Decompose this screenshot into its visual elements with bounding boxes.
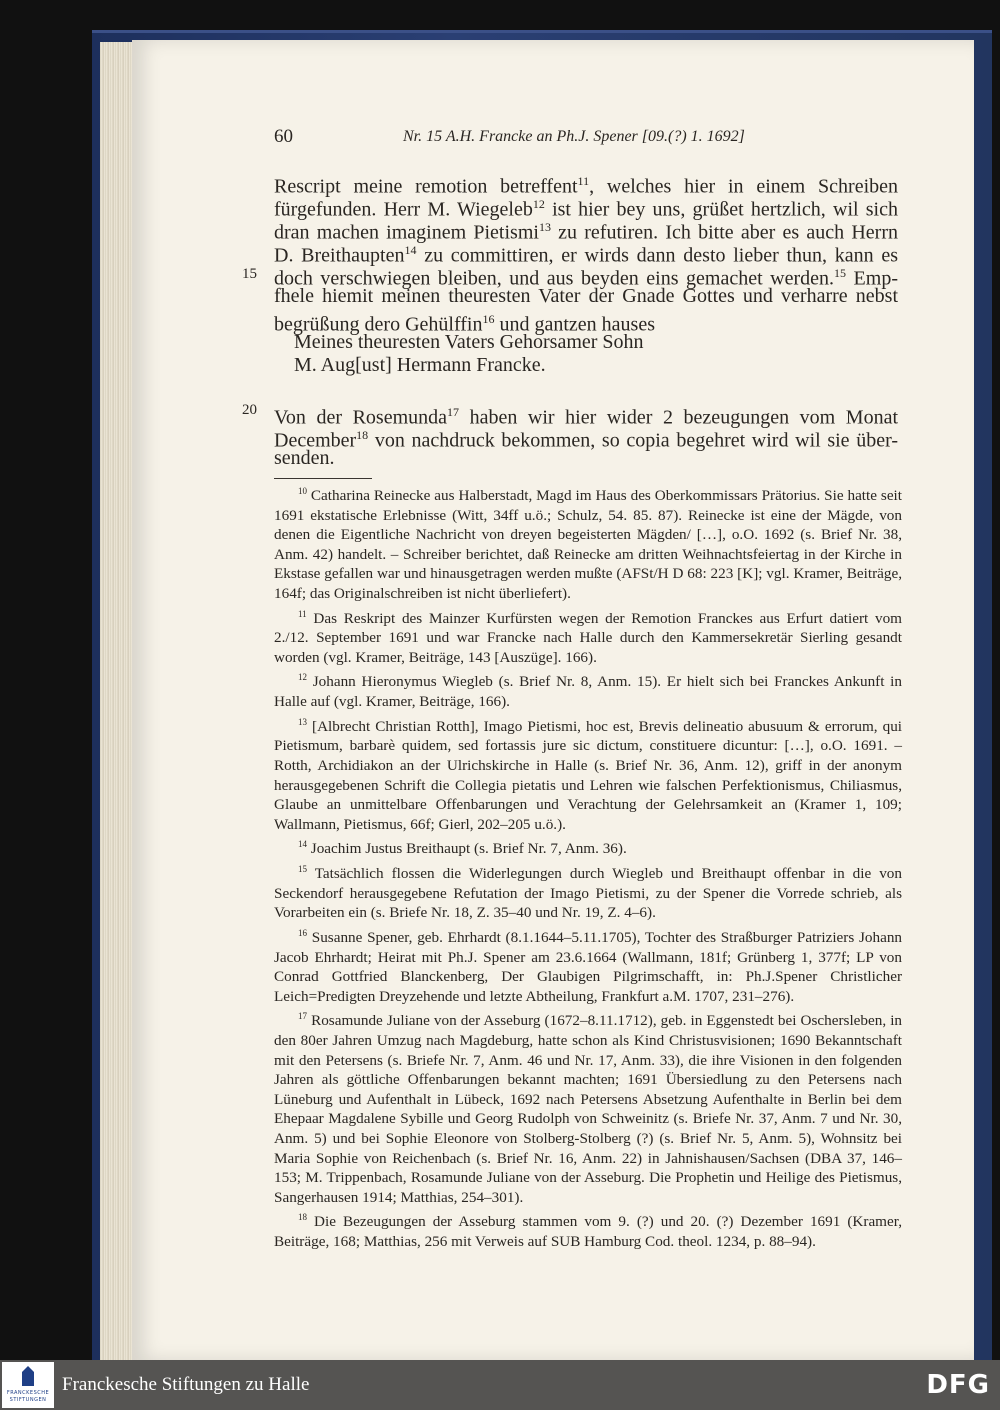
footnote — [274, 605, 902, 668]
footnote-ref[interactable]: 11 — [577, 174, 590, 188]
footnote-text: Rosamunde Juliane von der Asseburg (1672–8.11.1712), geb. in Eggenstedt bei Oschersleben, in den 80er Jahren Umzug nach Magdeburg, hatte schon als Kind Christusvisionen; 1690 Bekanntschaft mit den Petersens (s. Briefe Nr. 7, Anm. 46 und Nr. 17, Anm. 33), die ihre Visionen in den folgenden Jahren als göttliche Offenbarungen bekannt machten; 1691 Übersiedlung zu den Petersens nach Lüneburg und Aufenthalt in Lübeck, 1692 nach Petersens Absetzung Aufenthalte in Berlin bei dem Ehepaar Magdalene Sybille und Georg Rudolph von Schweinitz (s. Briefe Nr. 37, Anm. 7 und Nr. 30, Anm. 5) und bei Sophie Eleonore von Stolberg-Stolberg (?) (s. Brief Nr. 5, Anm. 5), Wohnsitz bei Maria Sophie von Reichenbach (s. Brief Nr. 16, Anm. 22) in Jahnishausen/Sachsen (DBA 37, 146–153; M. Trippenbach, Rosamunde Juliane von der Asseburg. Die Prophetin und Heilige des Pietismus, Sangerhausen 1914; Matthias, 254–301). — [274, 1012, 903, 1206]
footnote-number: 11 — [298, 608, 307, 619]
footnote — [274, 860, 902, 923]
footnote-ref[interactable]: 12 — [532, 197, 545, 211]
text-line: Von der Rosemunda$^{17}$ haben wir hier wider 2 bezeugungen vom Monat — [274, 405, 899, 429]
footnote-number: 18 — [298, 1212, 307, 1223]
page-header — [132, 126, 974, 152]
footnote-text: Susanne Spener, geb. Ehrhardt (8.1.1644–5.11.1705), Tochter des Straßburger Patriziers Johann Jacob Ehrhardt; Heirat mit Ph.J. Spener am 23.6.1664 (Wallmann, 181f; Grünberg 1, 377f; LP von Conrad Gottfried Blanckenberg, Der Glaubigen Pilgrimschafft, in: Ph.J.Spener Christlicher Leich=Predigten Dreyzehende und letzte Abtheilung, Frankfurt a.M. 1707, 231–276). — [274, 928, 903, 1005]
footnote — [274, 668, 902, 711]
page-number: 60 — [274, 126, 293, 147]
footnote-number: 12 — [298, 672, 307, 683]
book-page — [132, 40, 974, 1360]
footnote-ref[interactable]: 16 — [482, 312, 495, 326]
footnote-text: [Albrecht Christian Rotth], Imago Pietismi, hoc est, Brevis delineatio abusuum & errorum, qui Pietismum, barbarè quidem, sed fortassis jure sic dictum, constituere dicuntur: […], o.O. 1691. – Rotth, Archidiakon an der Ulrichskirche in Halle (s. Brief Nr. 36, Anm. 12), griff in der anonym herausgegebenen Schrift die Collegia pietatis und Lehren wie falschen Perfektionismus, Chiliasmus, Glaube an unmittelbare Offenbarungen und Verachtung der Gelehrsamkeit an (Kramer 1, 109; Wallmann, Pietismus, 66f; Gierl, 202–205 u.ö.). — [274, 717, 903, 833]
text-line: dran machen imaginem Pietismi$^{13}$ zu refutiren. Ich bitte aber es auch Herrn — [274, 220, 898, 244]
footnote-text: Das Reskript des Mainzer Kurfürsten wegen der Remotion Franckes aus Erfurt datiert vom 2./12. September 1691 und war Francke nach Halle durch den Kammersekretär Sierling gesandt worden (vgl. Kramer, Beiträge, 143 [Auszüge]. 166). — [274, 609, 902, 666]
text-line: fürgefunden. Herr M. Wiegeleb$^{12}$ ist hier bey uns, grüßet hertzlich, wil sich — [274, 197, 898, 221]
footnote-text: Tatsächlich flossen die Widerlegungen durch Wiegleb und Breithaupt offenbar in die von Seckendorf herausgegebene Refutation der Imago Pietismi, zu der Spener die Vorrede schrieb, als Vorarbeiten ein (s. Briefe Nr. 18, Z. 35–40 und Nr. 19, Z. 4–6). — [274, 865, 902, 922]
line-number: 20 — [242, 402, 257, 418]
footnote-text: Joachim Justus Breithaupt (s. Brief Nr. 7, Anm. 36). — [310, 840, 627, 858]
footnote — [274, 1208, 902, 1251]
footnote-text: Die Bezeugungen der Asseburg stammen vom 9. (?) und 20. (?) Dezember 1691 (Kramer, Beiträge, 168; Matthias, 256 mit Verweis auf SUB Hamburg Cod. theol. 1234, p. 88–94). — [274, 1213, 902, 1250]
footnote-number: 16 — [298, 927, 307, 938]
text-line: doch verschwiegen bleiben, und aus beyden eins gemachet werden.$^{15}$ Emp- — [274, 266, 898, 290]
footnote — [274, 482, 902, 604]
footnote-separator — [274, 478, 372, 479]
footnote — [274, 1007, 902, 1207]
text-line: December$^{18}$ von nachdruck bekommen, so copia begehret wird wil sie über- — [274, 428, 898, 452]
footer-title[interactable]: Franckesche Stiftungen zu Halle — [62, 1374, 310, 1395]
footnotes — [274, 482, 902, 1253]
footnote-text: Catharina Reinecke aus Halberstadt, Magd im Haus des Oberkommissars Prätorius. Sie hatte seit 1691 ekstatische Erlebnisse (Witt, 34ff u.ö.; Schulz, 54. 85. 87). Reinecke ist eine der Mägde, von denen die Eigentliche Nachricht von dreyen begeisterten Mägden/ […], o.O. 1692 (s. Brief Nr. 38, Anm. 42) handelt. – Schreiber berichtet, daß Reinecke am dritten Weihnachtsfeiertag in der Kirche in Ekstase gefallen war und hinausgetragen werden mußte (AFSt/H D 68: 223 [K]; vgl. Kramer, Beiträge, 164f; das Originalschreiben ist nicht überliefert). — [274, 487, 902, 603]
institution-logo[interactable] — [2, 1362, 54, 1408]
footnote-ref[interactable]: 13 — [538, 220, 551, 234]
footnote-number: 10 — [298, 486, 307, 496]
footnote — [274, 924, 902, 1006]
text-line: fhele hiemit meinen theuresten Vater der Gnade Gottes und verharre nebst — [274, 285, 898, 307]
crest-icon — [22, 1366, 34, 1386]
footnote-ref[interactable]: 14 — [404, 243, 417, 257]
text-line: Meines theuresten Vaters Gehorsamer Sohn — [294, 331, 644, 353]
footnote-ref[interactable]: 15 — [834, 266, 847, 280]
text-line: begrüßung dero Gehülffin$^{16}$ und gantzen hauses — [274, 312, 655, 336]
footnote-text: Johann Hieronymus Wiegleb (s. Brief Nr. 8, Anm. 15). Er hielt sich bei Franckes Ankunft in Halle auf (vgl. Kramer, Beiträge, 166). — [274, 673, 902, 711]
footnote-ref[interactable]: 17 — [447, 405, 460, 419]
dfg-logo[interactable]: DFG — [926, 1370, 990, 1400]
footnote — [274, 835, 902, 859]
footnote-number: 14 — [298, 839, 307, 850]
footer-bar — [0, 1360, 1000, 1410]
logo-text: STIFTUNGEN — [9, 1397, 47, 1403]
text-line: senden. — [274, 447, 335, 469]
running-head: Nr. 15 A.H. Francke an Ph.J. Spener [09.(?) 1. 1692] — [403, 128, 745, 145]
footnote — [274, 713, 902, 835]
text-line: D. Breithaupten$^{14}$ zu committiren, er wirds dann desto lieber thun, kann es — [274, 243, 898, 267]
logo-text: FRANCKESCHE — [6, 1390, 50, 1396]
text-line: Rescript meine remotion betreffent$^{11}$, welches hier in einem Schreiben — [274, 174, 899, 198]
text-line: M. Aug[ust] Hermann Francke. — [294, 354, 546, 376]
footnote-ref[interactable]: 18 — [356, 428, 369, 442]
line-number: 15 — [242, 266, 257, 282]
footnote-number: 17 — [298, 1011, 307, 1022]
footnote-number: 15 — [298, 864, 307, 874]
footnote-number: 13 — [298, 716, 307, 727]
